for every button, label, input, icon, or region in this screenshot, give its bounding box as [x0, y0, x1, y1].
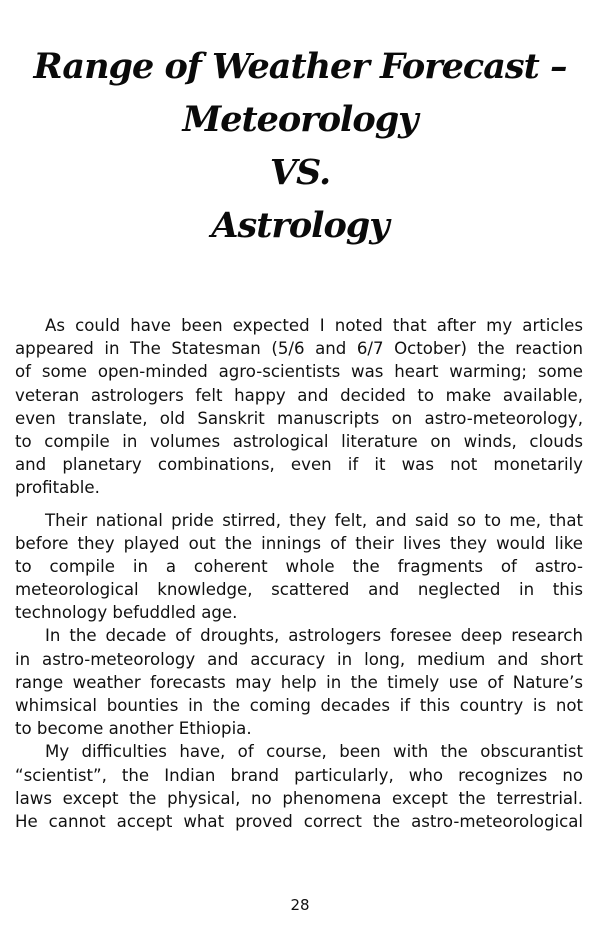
chapter-title-line: VS.: [269, 152, 331, 193]
text-line: to become another Ethiopia.: [15, 719, 252, 739]
text-line: Their national pride stirred, they felt, and said so to me, that: [45, 510, 583, 530]
text-line: range weather forecasts may help in the timely use of Nature’s: [15, 672, 583, 692]
text-line: before they played out the innings of their lives they would like: [15, 533, 583, 553]
text-line: My difficulties have, of course, been with the obscurantist: [45, 742, 583, 762]
text-line: and planetary combinations, even if it was not monetarily: [15, 455, 583, 475]
text-line: In the decade of droughts, astrologers foresee deep research: [45, 626, 583, 646]
chapter-title-line: Astrology: [211, 205, 389, 246]
text-line: technology befuddled age.: [15, 603, 238, 623]
text-line: “scientist”, the Indian brand particularly, who recognizes no: [15, 765, 583, 785]
text-line: in astro-meteorology and accuracy in long, medium and short: [15, 649, 583, 669]
text-line: veteran astrologers felt happy and decided to make available,: [15, 385, 583, 405]
text-line: He cannot accept what proved correct the astro-meteorological: [15, 811, 583, 831]
text-line: appeared in The Statesman (5/6 and 6/7 October) the reaction: [15, 339, 583, 359]
text-line: laws except the physical, no phenomena except the terrestrial.: [15, 788, 583, 808]
chapter-title: [0, 40, 600, 252]
text-line: of some open-minded agro-scientists was heart warming; some: [15, 362, 583, 382]
paragraph-2: [15, 509, 583, 625]
body-text: [15, 314, 583, 833]
text-line: meteorological knowledge, scattered and neglected in this: [15, 580, 583, 600]
text-line: to compile in a coherent whole the fragments of astro-: [15, 556, 583, 576]
chapter-title-line: Meteorology: [182, 99, 418, 140]
paragraph-1: [15, 314, 583, 500]
paragraph-4: [15, 740, 583, 833]
text-line: to compile in volumes astrological literature on winds, clouds: [15, 431, 583, 451]
text-line: even translate, old Sanskrit manuscripts on astro-meteorology,: [15, 408, 583, 428]
text-line: whimsical bounties in the coming decades if this country is not: [15, 696, 583, 715]
paragraph-3: [15, 624, 583, 740]
text-line: profitable.: [15, 478, 100, 498]
text-line: As could have been expected I noted that after my articles: [45, 316, 583, 335]
chapter-title-line: Range of Weather Forecast –: [33, 46, 567, 87]
page-number: 28: [290, 896, 310, 914]
